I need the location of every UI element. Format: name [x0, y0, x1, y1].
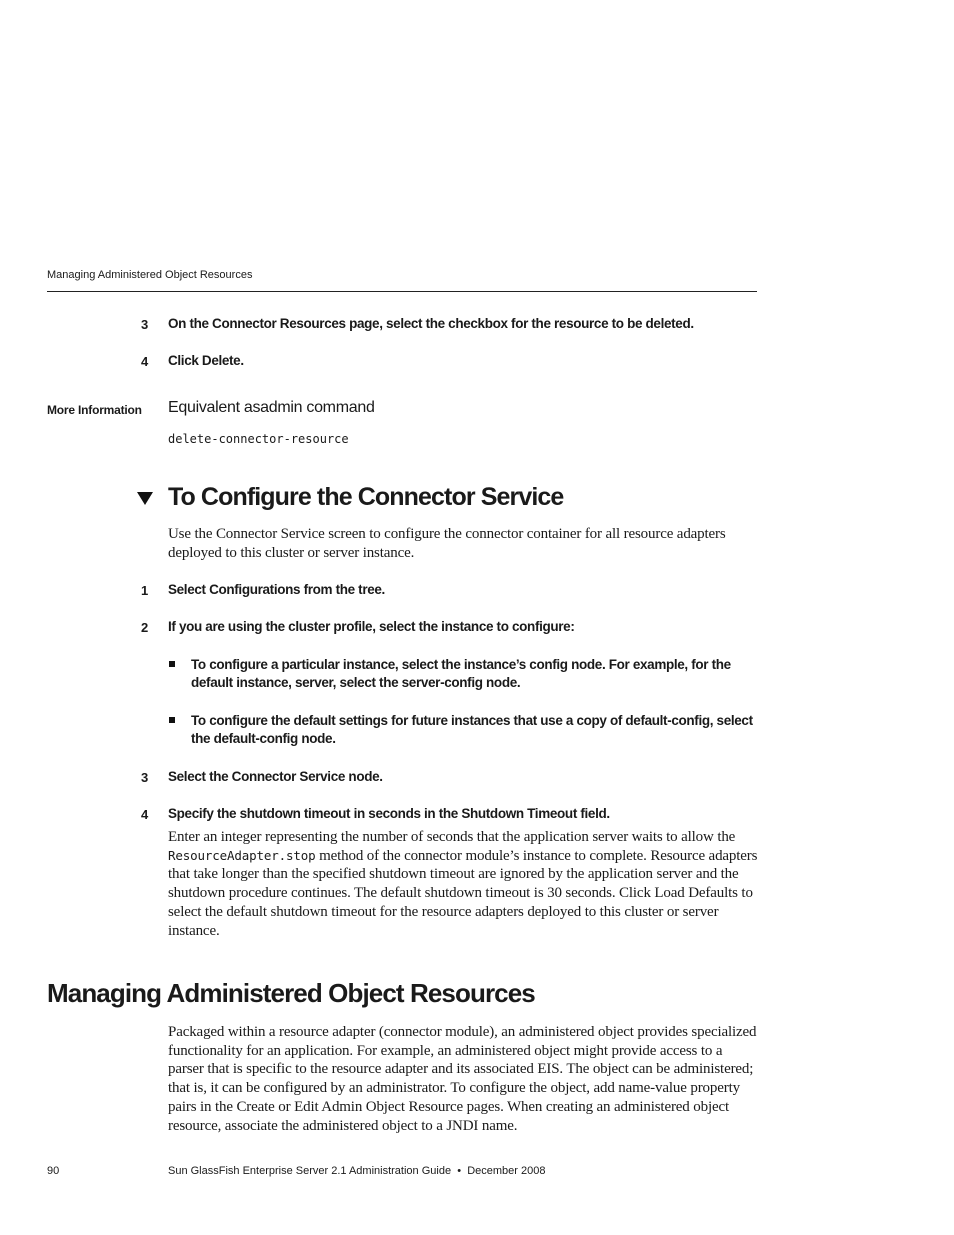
- section-title: Managing Administered Object Resources: [47, 978, 535, 1008]
- step-number: 4: [141, 354, 149, 369]
- book-title: Sun GlassFish Enterprise Server 2.1 Administration Guide: [168, 1165, 452, 1177]
- inline-code: ResourceAdapter.stop: [168, 847, 316, 863]
- header-rule: [47, 291, 757, 292]
- task-intro: Use the Connector Service screen to configure the connector container for all resource adapters deployed to this cluster or server instance.: [168, 526, 726, 561]
- footer-date: December 2008: [467, 1165, 546, 1177]
- step-4-detail: [168, 828, 758, 940]
- bullet-square-icon: [169, 661, 175, 667]
- footer-separator: •: [457, 1165, 462, 1177]
- running-header: Managing Administered Object Resources: [47, 269, 253, 281]
- bullet-square-icon: [169, 717, 175, 723]
- step-number: 3: [141, 317, 149, 332]
- step-text: Click Delete.: [168, 353, 244, 368]
- step-number: 1: [141, 583, 149, 598]
- step-text: If you are using the cluster profile, select the instance to configure:: [168, 619, 575, 634]
- task-triangle-icon: [137, 492, 153, 505]
- step-number: 2: [141, 620, 149, 635]
- bullet-text: To configure the default settings for future instances that use a copy of default-config, select the default-config node.: [191, 713, 753, 746]
- section-body: Packaged within a resource adapter (connector module), an administered object provides specialized functionality for an application. For example, an administered object might provide access to a parser that is specific to the resource adapter and its associated EIS. The object can be administered; that is, it can be configured by an administrator. To configure the object, add name-value property pairs in the Create or Edit Admin Object Resource pages. When creating an administered object resource, associate the administered object to a JNDI name.: [168, 1024, 757, 1134]
- step-text: On the Connector Resources page, select the checkbox for the resource to be deleted.: [168, 316, 694, 331]
- page-number: 90: [47, 1165, 60, 1177]
- detail-text: method of the connector module’s instance to complete. Resource adapters that take longer than the specified shutdown timeout are ignored by the application server and the shutdown procedure continues. The default shutdown timeout is 30 seconds. Click Load Defaults to select the default shutdown timeout for the resource adapters deployed to this cluster or server instance.: [168, 847, 758, 939]
- step-number: 3: [141, 770, 149, 785]
- asadmin-command: delete-connector-resource: [168, 432, 349, 446]
- footer-line: [168, 1165, 545, 1177]
- step-text: Select Configurations from the tree.: [168, 582, 385, 597]
- step-text: Select the Connector Service node.: [168, 769, 383, 784]
- bullet-text: To configure a particular instance, select the instance’s config node. For example, for the default instance, server, select the server-config node.: [191, 657, 731, 690]
- step-number: 4: [141, 807, 149, 822]
- step-text: Specify the shutdown timeout in seconds in the Shutdown Timeout field.: [168, 806, 610, 821]
- more-information-label: More Information: [47, 403, 142, 417]
- detail-text: Enter an integer representing the number of seconds that the application server waits to allow the: [168, 829, 736, 845]
- more-information-heading: Equivalent asadmin command: [168, 399, 375, 416]
- task-title: To Configure the Connector Service: [168, 483, 564, 511]
